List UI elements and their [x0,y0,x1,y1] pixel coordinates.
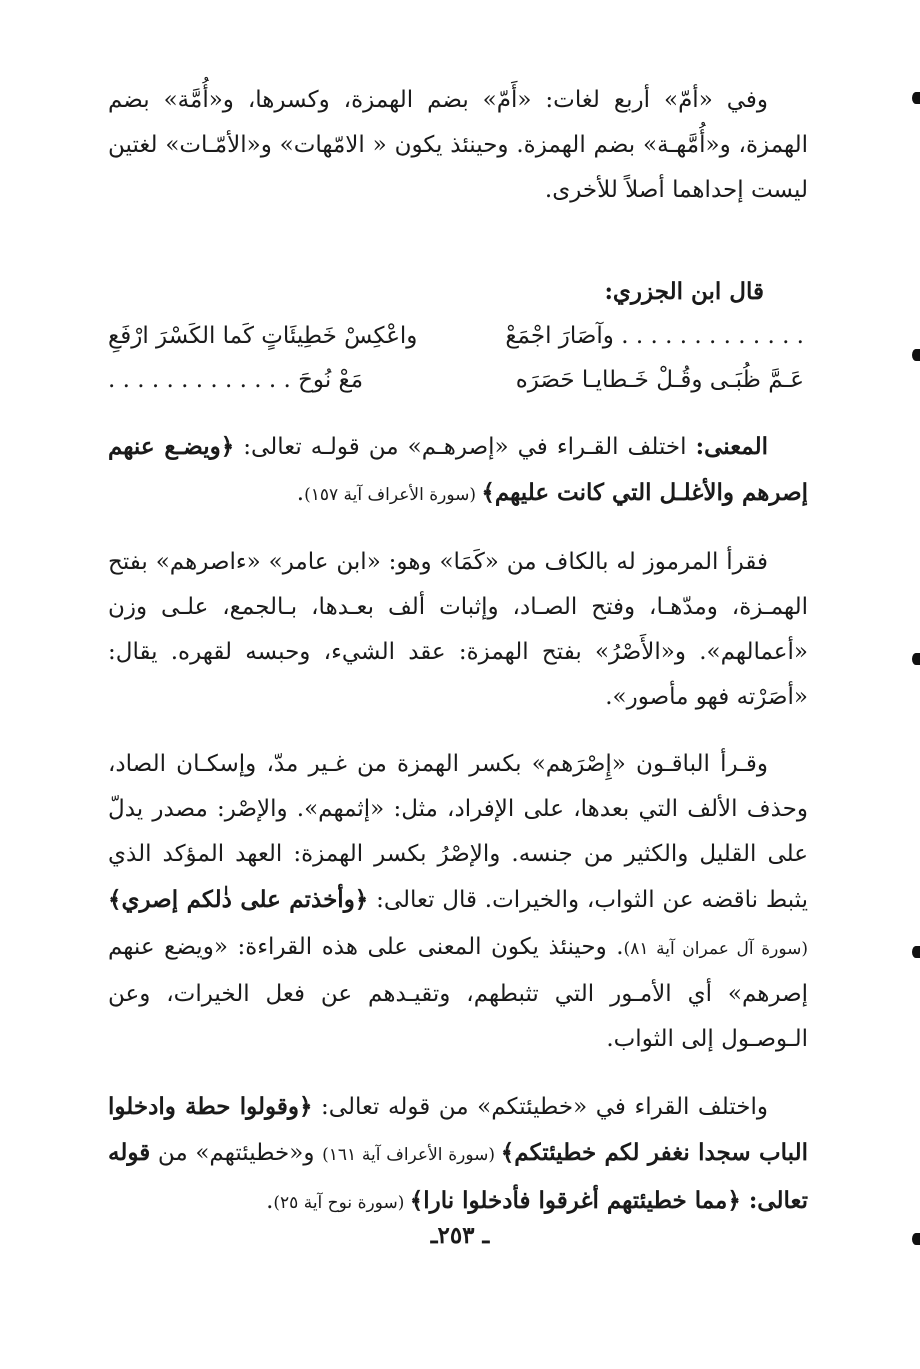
poem-block [108,314,808,402]
quran-quote: ﴿وأخذتم على ذٰلكم إصري﴾ [108,886,369,913]
poem-hemistich: عَـمَّ ظُبَـى وقُـلْ خَـطايـا حَصَرَه [515,367,804,393]
paragraph-text: . [266,1188,274,1214]
paragraph-text-bold: قوله تعالى: [108,1139,808,1214]
reading-ibn-amir-paragraph: فقرأ المرموز له بالكاف من «كَمَا» وهو: «ابن عامر» «ءاصرهم» بفتح الهمـزة، ومدّهـا، وفتح الصـاد، وإثبات ألف بعـدها، بـالجمع، علـى وزن «أعمالهم». و«الأَصْرُ» بفتح الهمزة: عقد الشيء، وحبسه لقهره. يقال: «أصَرْته فهو مأصور». [108,549,808,710]
meaning-paragraph [108,424,808,518]
scan-edge-mark [912,92,920,104]
paragraph-text: و«خطيئتهم» من [150,1140,323,1166]
quran-quote: ﴿وقولوا حطة وادخلوا الباب سجدا نغفر لكم خطيئتكم﴾ [108,1093,809,1166]
surah-reference: (سورة الأعراف آية ١٦١) [322,1145,501,1165]
surah-reference: (سورة الأعراف آية ١٥٧) [304,485,482,505]
paragraph-text: اختلف القـراء في «إصرهـم» من قولـه تعالى: [234,434,696,460]
poem-row [108,314,808,358]
quran-quote: ﴿مما خطيئتهم أغرقوا فأدخلوا نارا﴾ [409,1187,749,1214]
poem-heading: قال ابن الجزري: [604,278,764,305]
paragraph-text: . وحينئذ يكون المعنى على هذه القراءة: «ويضع عنهم إصرهم» أي الأمـور التي تثبطهم، وتقيـدهم عن فعل الخيرات، وعن الـوصـول إلى الثواب. [108,934,808,1052]
khatiatikum-paragraph [108,1084,808,1226]
scan-edge-mark [912,1233,920,1245]
surah-reference: (سورة نوح آية ٢٥) [273,1193,410,1213]
surah-reference: (سورة آل عمران آية ٨١) [623,939,809,959]
scan-edge-mark [912,349,920,361]
poem-hemistich: واعْكِسْ خَطِيئَاتٍ كَما الكَسْرَ ارْفَعِ [108,323,418,349]
page-number: ـ ٢٥٣ـ [430,1222,490,1249]
poem-hemistich: مَعْ نُوحَ . . . . . . . . . . . . . [108,367,364,393]
page-body [108,78,808,1226]
quran-quote: ﴿ويضـع عنهم إصرهم والأغلـل التي كانت عليهم﴾ [108,433,808,506]
poem-row [108,358,808,402]
paragraph-text: واختلف القراء في «خطيئتكم» من قوله تعالى: [312,1094,768,1120]
paragraph-text: وقـرأ الباقـون «إِصْرَهم» بكسر الهمزة من غـير مدّ، وإسكـان الصاد، وحذف الألف التي بعدها، على الإفراد، مثل: «إثمهم». والإصْر: مصدر يدلّ على القليل والكثير من جنسه. والإصْرُ بكسر الهمزة: العهد المؤكد الذي يثبط ناقضه عن الثواب، والخيرات. قال تعالى: [108,751,808,913]
reading-others-paragraph [108,742,808,1062]
scan-edge-mark [912,653,920,665]
intro-paragraph: وفي «أمّ» أربع لغات: «أَمّ» بضم الهمزة، وكسرها، و«أُمَّة» بضم الهمزة، و«أُمَّهـة» بضم الهمزة. وحينئذ يكون « الامّهات» و«الأمّـات» لغتين ليست إحداهما أصلاً للأخرى. [108,87,808,203]
paragraph-text: . [296,480,305,506]
meaning-label: المعنى: [695,433,768,460]
poem-hemistich: . . . . . . . . . . . . . وآصَارَ اجْمَعْ [505,323,804,349]
scan-edge-mark [912,946,920,958]
